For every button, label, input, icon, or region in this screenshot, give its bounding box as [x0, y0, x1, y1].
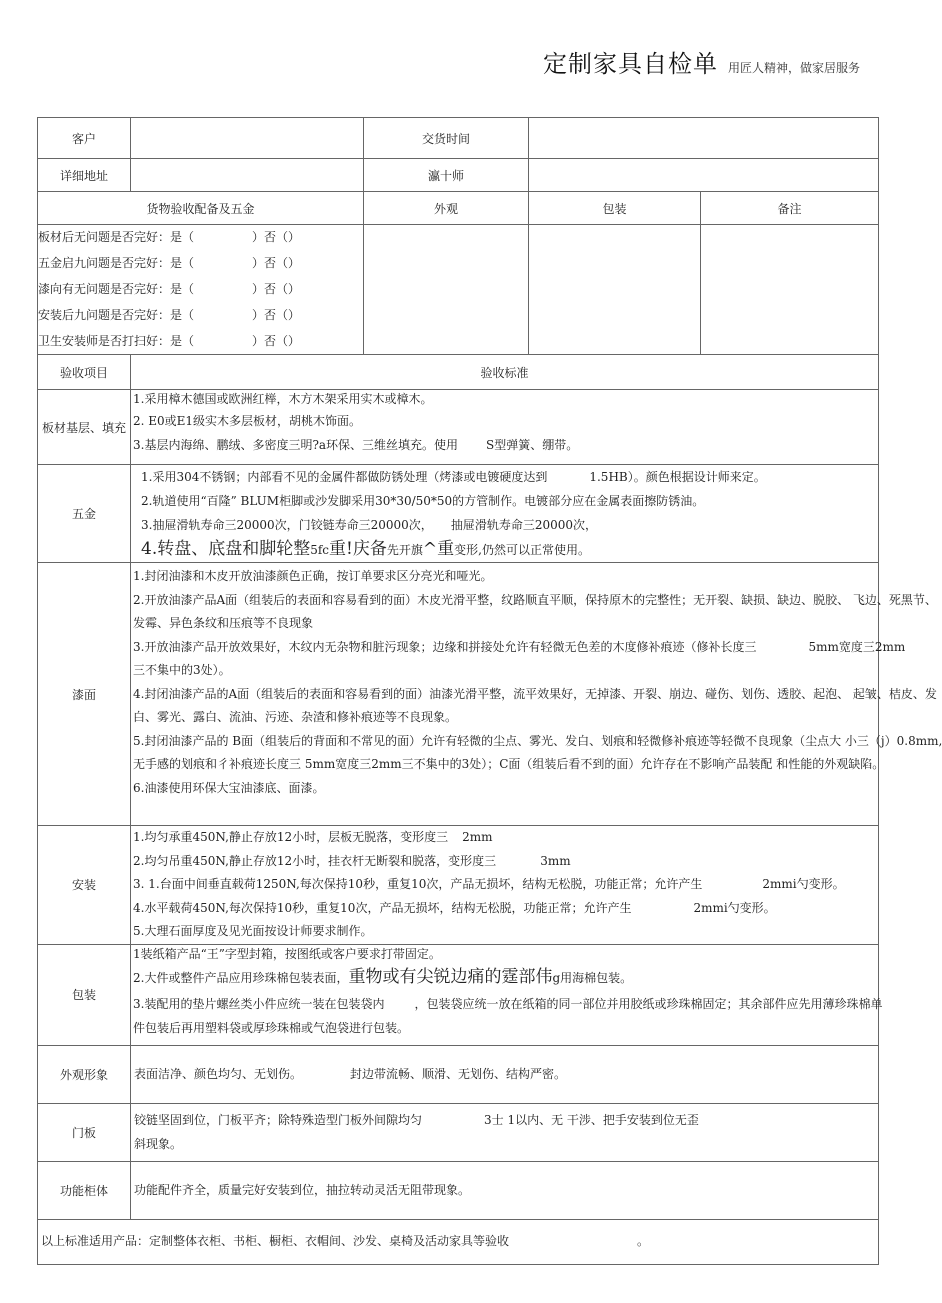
paint-line: 2.开放油漆产品A面（组装后的表面和容易看到的面）木皮光滑平整，纹路顺直平顺，保持原木的完整性；无开裂、缺损、缺边、脱胶、 飞边、死黑节、 [133, 592, 937, 607]
paint-line-part: 3.开放油漆产品开放效果好，木纹内无杂物和脏污现象；边缘和拼接处允许有轻微无色差的木度修补痕迹（修补长度三 [133, 639, 757, 654]
acceptance-item-header: 验收项目 [38, 355, 131, 390]
board-line-part: S型弹簧、绷带。 [486, 438, 579, 452]
check-options[interactable]: ）否（） [252, 256, 301, 270]
packing-line: 件包装后再用塑料袋或厚珍珠棉或气泡袋进行包装。 [133, 1020, 410, 1035]
inspection-form [37, 117, 942, 1265]
packing-line-part: 重物或有尖锐边痛的霆部伟 [348, 966, 553, 987]
door-line-part: 3士 1以内、无 干涉、把手安装到位无歪 [484, 1113, 699, 1127]
packing-standard [131, 944, 883, 1045]
install-line-part: 2mm [462, 830, 493, 844]
door-line [134, 1108, 875, 1132]
hardware-line-part: 抽屉滑轨寿命三20000次， [450, 518, 597, 532]
paint-label: 漆面 [38, 563, 131, 826]
hardware-line: 2.轨道使用“百隆” BLUM柜脚或沙发脚采用30*30/50*50的方管制作。电镀部分应在金属表面擦防锈油。 [141, 494, 705, 508]
hardware-line-part: 1.5HB）。颜色根据设计师来定。 [589, 470, 766, 484]
install-standard [131, 826, 879, 945]
function-standard: 功能配件齐全，质量完好安装到位，抽拉转动灵活无阻带现象。 [131, 1161, 879, 1219]
board-line [133, 435, 876, 455]
hardware-line-part: 3.抽屉滑轨寿命三20000次，门铰链寿命三20000次， [141, 518, 433, 532]
hardware-line-part: 5fc [310, 543, 330, 557]
installer-label: 瀛十师 [364, 159, 529, 192]
delivery-time-label: 交货时间 [364, 118, 529, 159]
hardware-line [141, 513, 876, 537]
check-item [38, 328, 363, 354]
check-item [38, 276, 363, 302]
paint-line: 4.封闭油漆产品的A面（组装后的表面和容易看到的面）油漆光滑平整，流平效果好，无掉漆、开裂、崩边、碰伤、划伤、透胶、起泡、 起皱、桔皮、发 [133, 686, 937, 701]
paint-standard [131, 563, 942, 826]
appearance-standard [131, 1045, 879, 1103]
paint-line-part: 5mm宽度三2mm [808, 639, 906, 654]
hardware-line-part: 4.转盘、底盘和脚轮整 [141, 539, 311, 559]
install-line-part: 2mmi勺变形。 [762, 877, 845, 891]
customer-field[interactable] [131, 118, 364, 159]
install-line-part: 3mm [540, 853, 571, 868]
check-question: 五金启九问题是否完好：是（ [38, 256, 195, 270]
paint-line: 5.封闭油漆产品的 B面（组装后的背面和不常见的面）允许有轻微的尘点、雾光、发白、划痕和轻微修补痕迹等轻微不良现象（尘点大 小三（j）0.8mm, [133, 733, 942, 748]
door-standard [131, 1103, 879, 1161]
check-question: 安装后九问题是否完好：是（ [38, 308, 195, 322]
function-label: 功能柜体 [38, 1161, 131, 1219]
hardware-line-part: 先开旗 [386, 543, 423, 557]
hardware-line [141, 465, 876, 489]
paint-line: 三不集中的3处）。 [133, 663, 231, 677]
remarks-field[interactable] [701, 225, 879, 355]
packing-header: 包装 [529, 192, 701, 225]
appearance-image-label: 外观形象 [38, 1045, 131, 1103]
install-line [133, 873, 876, 897]
packing-line [133, 992, 883, 1016]
footer-end: 。 [637, 1234, 650, 1248]
appearance-text: 封边带流畅、顺滑、无划伤、结构严密。 [350, 1066, 567, 1081]
install-line [133, 897, 876, 921]
footer-text: 以上标准适用产品：定制整体衣柜、书柜、橱柜、衣帽间、沙发、桌椅及活动家具等验收 [41, 1234, 510, 1248]
footer-note [38, 1219, 879, 1264]
board-line: 1.采用樟木德国或欧洲红榉，木方木架采用实木或樟木。 [133, 392, 433, 406]
install-line-part: 1.均匀承重450N,静止存放12小时，层板无脱落，变形度三 [133, 830, 449, 844]
hardware-line-part: ^重 [422, 539, 455, 559]
door-label: 门板 [38, 1103, 131, 1161]
check-options[interactable]: ）否（） [252, 282, 301, 296]
hardware-line [141, 537, 876, 562]
appearance-text: 表面洁净、颜色均匀、无划伤。 [134, 1066, 303, 1081]
address-field[interactable] [131, 159, 364, 192]
check-item [38, 250, 363, 276]
board-line: 2. E0或E1级实木多层板材，胡桃木饰面。 [133, 414, 362, 428]
goods-hardware-header: 货物验收配备及五金 [38, 192, 364, 225]
hardware-line-part: 重!庆备 [329, 539, 387, 559]
hardware-standard [131, 465, 879, 563]
title-subtitle: 用匠人精神，做家居服务 [727, 61, 860, 75]
packing-line-part: 2.大件或整件产品应用珍珠棉包装表面， [133, 970, 349, 985]
install-line [133, 850, 876, 874]
title-main: 定制家具自检单 [542, 50, 718, 78]
door-line: 斜现象。 [134, 1137, 183, 1151]
paint-line: 白、雾光、露白、流油、污迹、杂渣和修补痕迹等不良现象。 [133, 710, 458, 724]
hardware-line-part: 变形,仍然可以正常使用。 [454, 543, 590, 557]
appearance-header: 外观 [364, 192, 529, 225]
install-line-part: 2mmi勺变形。 [693, 900, 776, 915]
check-item [38, 224, 363, 250]
paint-line [133, 636, 906, 660]
packing-line-part: 3.装配用的垫片螺丝类小件应统一装在包装袋内 [133, 996, 385, 1011]
customer-label: 客户 [38, 118, 131, 159]
install-label: 安装 [38, 826, 131, 945]
check-options[interactable]: ）否（） [252, 334, 301, 348]
install-line-part: 4.水平载荷450N,每次保持10秒，重复10次，产品无损坏，结构无松脱，功能正常；允许产生 [133, 900, 632, 915]
packing-line-part: g用海棉包装。 [552, 970, 633, 985]
checklist [38, 225, 364, 355]
paint-line: 发霉、异色条纹和压痕等不良现象 [133, 616, 314, 630]
check-question: 板材后无问题是否完好：是（ [38, 230, 195, 244]
packing-line-part: ，包装袋应统一放在纸箱的同一部位并用胶纸或珍珠棉固定；其余部件应先用薄珍珠棉单 [414, 996, 883, 1011]
installer-field[interactable] [529, 159, 879, 192]
check-question: 卫生安装师是否打扫好：是（ [38, 334, 195, 348]
acceptance-standard-header: 验收标准 [131, 355, 879, 390]
paint-line: 无手感的划痕和彳补痕迹长度三 5mm宽度三2mm三不集中的3处）；C面（组装后看不到的面）允许存在不影响产品装配 和性能的外观缺陷。 [133, 757, 885, 771]
paint-line: 1.封闭油漆和木皮开放油漆颜色正确，按订单要求区分亮光和哑光。 [133, 569, 493, 583]
check-question: 漆向有无问题是否完好：是（ [38, 282, 195, 296]
packing-line [133, 963, 876, 992]
install-line: 5.大理石面厚度及见光面按设计师要求制作。 [133, 924, 373, 938]
paint-line: 6.油漆使用环保大宝油漆底、面漆。 [133, 780, 325, 795]
door-line-part: 铰链坚固到位，门板平齐；除特殊造型门板外间隙均匀 [134, 1113, 423, 1127]
address-label: 详细地址 [38, 159, 131, 192]
board-standard [131, 390, 879, 465]
remarks-header: 备注 [701, 192, 879, 225]
install-line-part: 3. 1.台面中间垂直载荷1250N,每次保持10秒，重复10次，产品无损坏，结构无松脱，功能正常；允许产生 [133, 877, 703, 891]
document-title [543, 44, 860, 79]
board-line-part: 3.基层内海绵、鹏绒、多密度三明?a环保、三维丝填充。使用 [133, 438, 459, 452]
check-item [38, 302, 363, 328]
board-label: 板材基层、填充 [38, 390, 131, 465]
packing-field[interactable] [529, 225, 701, 355]
install-line [133, 826, 876, 850]
hardware-line-part: 1.采用304不锈钢；内部看不见的金属件都做防锈处理（烤漆或电镀硬度达到 [141, 470, 548, 484]
delivery-time-field[interactable] [529, 118, 879, 159]
packing-line: 1装纸箱产品“王”字型封箱，按图纸或客户要求打带固定。 [133, 946, 441, 961]
appearance-field[interactable] [364, 225, 529, 355]
packing-label: 包装 [38, 944, 131, 1045]
hardware-label: 五金 [38, 465, 131, 563]
check-options[interactable]: ）否（） [252, 230, 301, 244]
check-options[interactable]: ）否（） [252, 308, 301, 322]
install-line-part: 2.均匀吊重450N,静止存放12小时，挂衣杆无断裂和脱落，变形度三 [133, 853, 497, 868]
